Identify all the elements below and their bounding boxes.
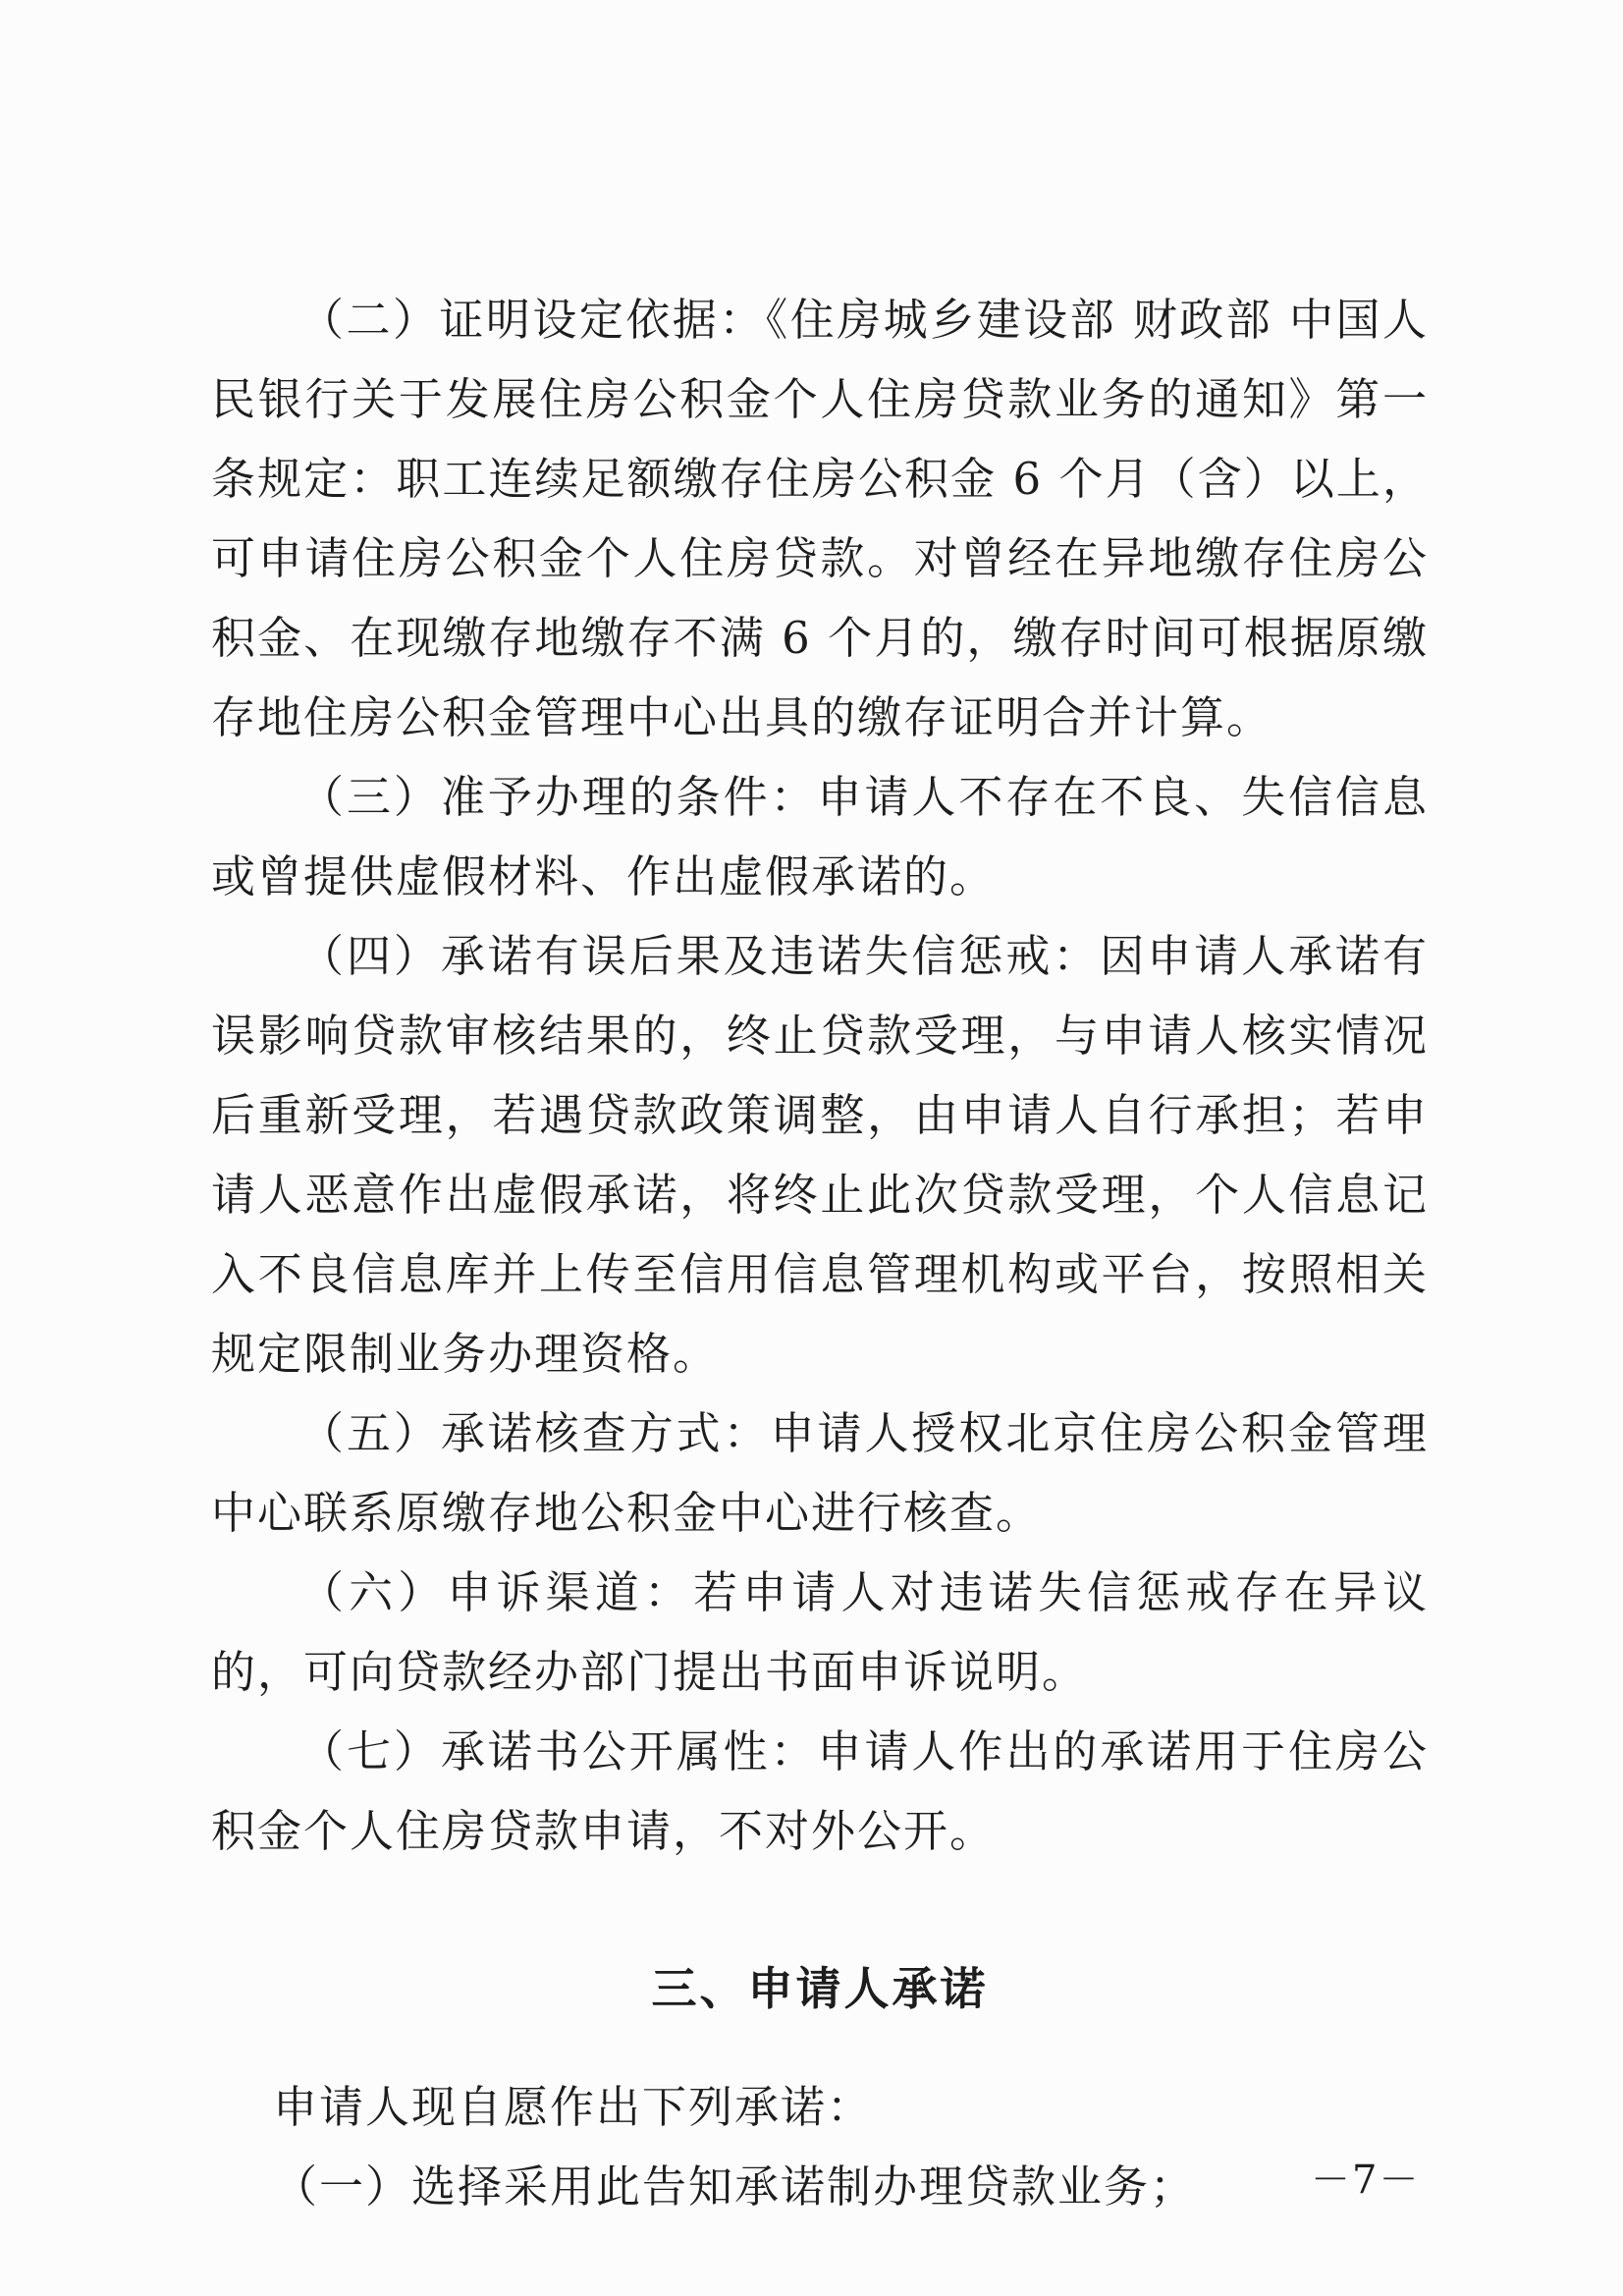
commitment-item-1: （一）选择采用此告知承诺制办理贷款业务； (273, 2160, 1197, 2213)
paragraph-disclosure: （七）承诺书公开属性：申请人作出的承诺用于住房公积金个人住房贷款申请，不对外公开。 (211, 1725, 1429, 1857)
section-title: 三、申请人承诺 (651, 1962, 989, 2015)
paragraph-basis: （二）证明设定依据：《住房城乡建设部 财政部 中国人民银行关于发展住房公积金个人住房贷款业务的通知》第一条规定：职工连续足额缴存住房公积金 6 个月（含）以上，可申请住房公积金个人住房贷款。对曾经在异地缴存住房公积金、在现缴存地缴存不满 6 个月的，缴存时间可根据原缴存地住房公积金管理中心出具的缴存证明合并计算。 (211, 294, 1429, 743)
paragraph-appeal: （六）申诉渠道：若申请人对违诺失信惩戒存在异议的，可向贷款经办部门提出书面申诉说明。 (211, 1566, 1429, 1698)
paragraph-consequences: （四）承诺有误后果及违诺失信惩戒：因申请人承诺有误影响贷款审核结果的，终止贷款受理，与申请人核实情况后重新受理，若遇贷款政策调整，由申请人自行承担；若申请人恶意作出虚假承诺，将终止此次贷款受理，个人信息记入不良信息库并上传至信用信息管理机构或平台，按照相关规定限制业务办理资格。 (211, 930, 1429, 1380)
page-number: －7－ (1311, 2158, 1421, 2203)
paragraph-conditions: （三）准予办理的条件：申请人不存在不良、失信信息或曾提供虚假材料、作出虚假承诺的。 (211, 771, 1429, 902)
commitment-intro: 申请人现自愿作出下列承诺： (273, 2081, 874, 2133)
document-body (211, 280, 1429, 2226)
paragraph-verification: （五）承诺核查方式：申请人授权北京住房公积金管理中心联系原缴存地公积金中心进行核查。 (211, 1407, 1429, 1539)
